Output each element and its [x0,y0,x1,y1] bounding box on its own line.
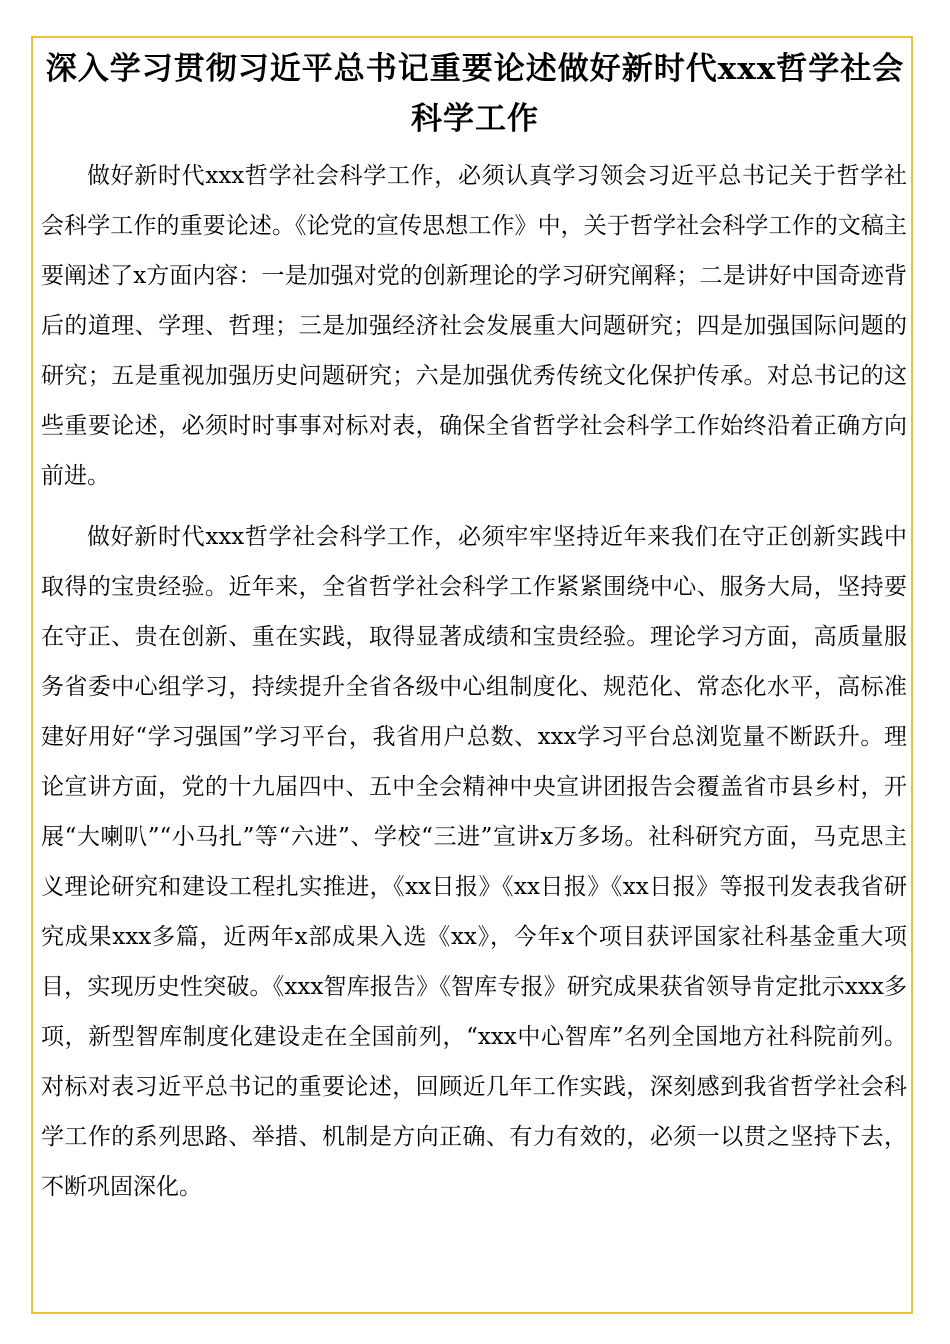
paragraph-1: 做好新时代xxx哲学社会科学工作，必须认真学习领会习近平总书记关于哲学社会科学工作的重要论述。《论党的宣传思想工作》中，关于哲学社会科学工作的文稿主要阐述了x方面内容：一是加强对党的创新理论的学习研究阐释；二是讲好中国奇迹背后的道理、学理、哲理；三是加强经济社会发展重大问题研究；四是加强国际问题的研究；五是重视加强历史问题研究；六是加强优秀传统文化保护传承。对总书记的这些重要论述，必须时时事事对标对表，确保全省哲学社会科学工作始终沿着正确方向前进。 [41,163,907,489]
document-body [41,151,907,1223]
document-title: 深入学习贯彻习近平总书记重要论述做好新时代xxx哲学社会科学工作 [45,51,905,137]
paragraph-2: 做好新时代xxx哲学社会科学工作，必须牢牢坚持近年来我们在守正创新实践中取得的宝贵经验。近年来，全省哲学社会科学工作紧紧围绕中心、服务大局，坚持要在守正、贵在创新、重在实践，取得显著成绩和宝贵经验。理论学习方面，高质量服务省委中心组学习，持续提升全省各级中心组制度化、规范化、常态化水平，高标准建好用好“学习强国”学习平台，我省用户总数、xxx学习平台总浏览量不断跃升。理论宣讲方面，党的十九届四中、五中全会精神中央宣讲团报告会覆盖省市县乡村，开展“大喇叭”“小马扎”等“六进”、学校“三进”宣讲x万多场。社科研究方面，马克思主义理论研究和建设工程扎实推进，《xx日报》《xx日报》《xx日报》等报刊发表我省研究成果xxx多篇，近两年x部成果入选《xx》，今年x个项目获评国家社科基金重大项目，实现历史性突破。《xxx智库报告》《智库专报》研究成果获省领导肯定批示xxx多项，新型智库制度化建设走在全国前列，“xxx中心智库”名列全国地方社科院前列。对标对表习近平总书记的重要论述，回顾近几年工作实践，深刻感到我省哲学社会科学工作的系列思路、举措、机制是方向正确、有力有效的，必须一以贯之坚持下去，不断巩固深化。 [41,524,907,1200]
